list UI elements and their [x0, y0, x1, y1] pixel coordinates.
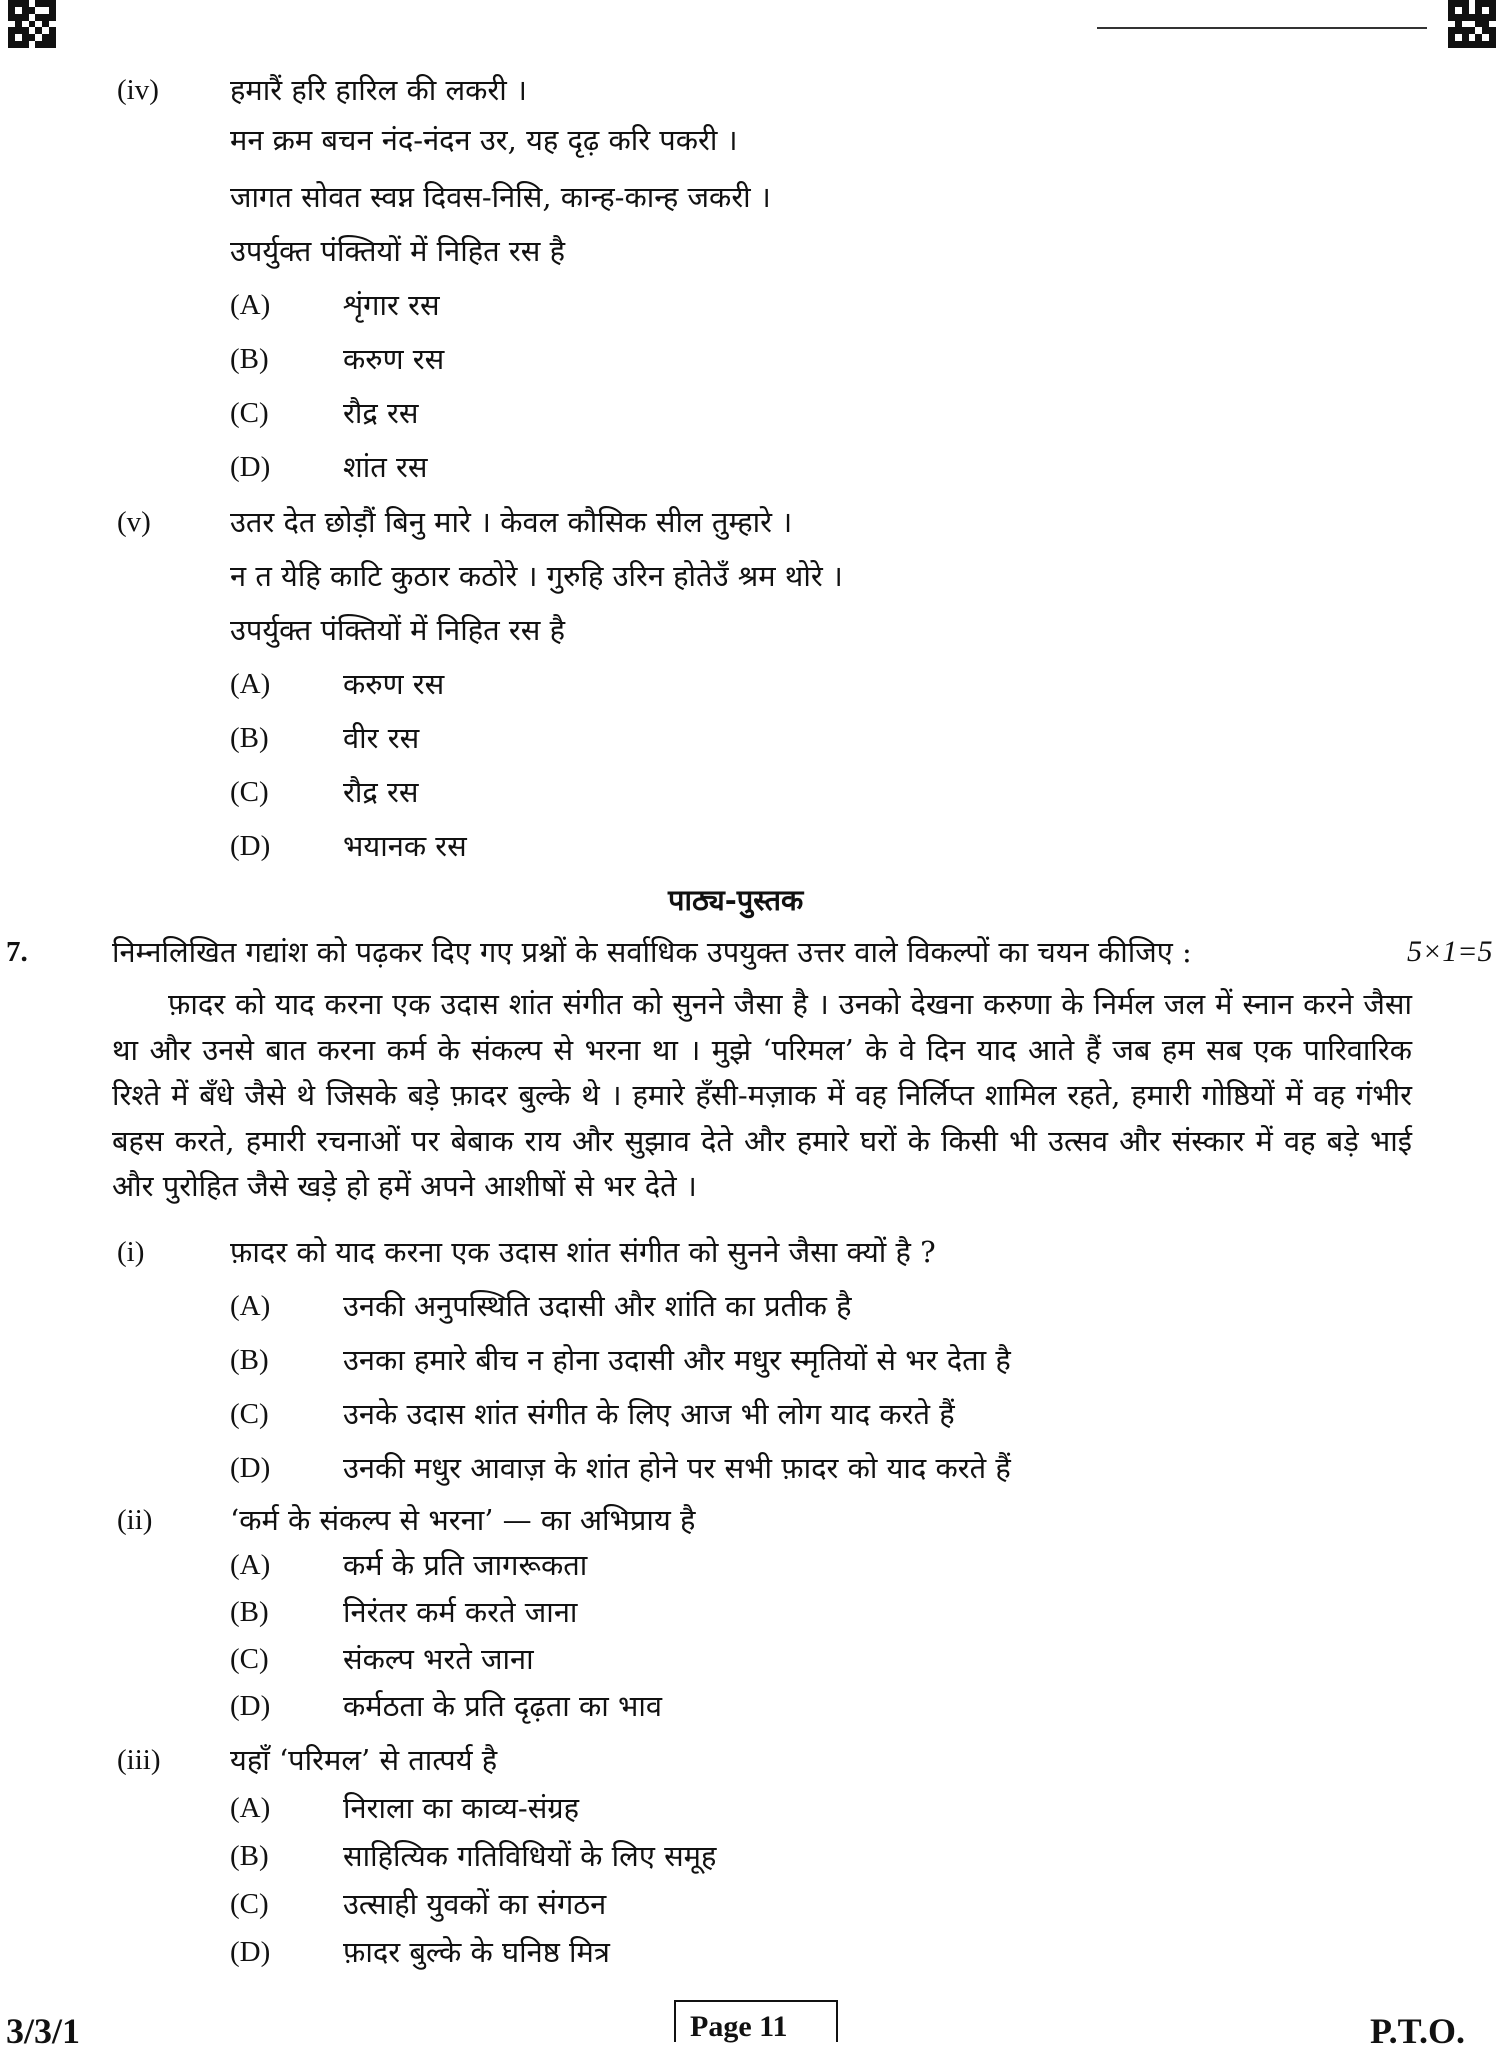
option-text[interactable]: संकल्प भरते जाना: [343, 1642, 534, 1676]
option-label: (A): [230, 289, 271, 321]
option-text[interactable]: निरंतर कर्म करते जाना: [343, 1595, 578, 1629]
question-number: (i): [117, 1236, 145, 1268]
option-text[interactable]: वीर रस: [343, 721, 420, 755]
question-stem: उपर्युक्त पंक्तियों में निहित रस है: [230, 613, 565, 647]
option-label: (B): [230, 722, 269, 754]
option-text[interactable]: उनका हमारे बीच न होना उदासी और मधुर स्मृतियों से भर देता है: [343, 1343, 1011, 1377]
passage-text: फ़ादर को याद करना एक उदास शांत संगीत को सुनने जैसा है । उनको देखना करुणा के निर्मल जल में स्नान करने जैसा था और उनसे बात करना कर्म के संकल्प से भरना था । मुझे ‘परिमल’ के वे दिन याद आते हैं जब हम सब एक पारिवारिक रिश्ते में बँधे जैसे थे जिसके बड़े फ़ादर बुल्के थे । हमारे हँसी-मज़ाक में वह निर्लिप्त शामिल रहते, हमारी गोष्ठियों में वह गंभीर बहस करते, हमारी रचनाओं पर बेबाक राय और सुझाव देते और हमारे घरों के किसी भी उत्सव और संस्कार में वह बड़े भाई और पुरोहित जैसे खड़े हो हमें अपने आशीषों से भर देते ।: [112, 987, 1412, 1203]
option-text[interactable]: साहित्यिक गतिविधियों के लिए समूह: [343, 1839, 717, 1873]
option-text[interactable]: रौद्र रस: [343, 396, 419, 430]
pto-label: P.T.O.: [1370, 2011, 1466, 2051]
question-number: 7.: [6, 936, 28, 968]
verse-line: मन क्रम बचन नंद-नंदन उर, यह दृढ़ करि पकरी ।: [230, 123, 738, 157]
option-label: (C): [230, 776, 269, 808]
option-label: (B): [230, 1596, 269, 1628]
option-text[interactable]: शृंगार रस: [343, 288, 440, 322]
question-stem: उपर्युक्त पंक्तियों में निहित रस है: [230, 234, 565, 268]
option-text[interactable]: कर्मठता के प्रति दृढ़ता का भाव: [343, 1689, 662, 1723]
option-label: (A): [230, 1792, 271, 1824]
option-label: (A): [230, 1549, 271, 1581]
question-number: (iv): [117, 74, 159, 106]
marks-allocation: 5×1=5: [1407, 935, 1493, 968]
paper-code: 3/3/1: [6, 2011, 81, 2051]
question-number: (iii): [117, 1744, 161, 1776]
verse-line: उतर देत छोड़ौं बिनु मारे । केवल कौसिक सील तुम्हारे ।: [230, 505, 793, 539]
option-text[interactable]: भयानक रस: [343, 829, 467, 863]
option-label: (B): [230, 1840, 269, 1872]
option-text[interactable]: उनके उदास शांत संगीत के लिए आज भी लोग याद करते हैं: [343, 1397, 955, 1431]
header-rule: [1097, 27, 1427, 29]
question-number: (ii): [117, 1504, 153, 1536]
option-label: (D): [230, 1690, 271, 1722]
option-text[interactable]: कर्म के प्रति जागरूकता: [343, 1548, 588, 1582]
option-label: (A): [230, 668, 271, 700]
option-label: (C): [230, 1398, 269, 1430]
page-number: Page 11: [690, 2010, 788, 2043]
option-text[interactable]: उनकी मधुर आवाज़ के शांत होने पर सभी फ़ादर को याद करते हैं: [343, 1451, 1011, 1485]
qr-code-icon: [1448, 0, 1496, 48]
option-label: (D): [230, 830, 271, 862]
question-stem: यहाँ ‘परिमल’ से तात्पर्य है: [230, 1743, 498, 1777]
option-text[interactable]: उत्साही युवकों का संगठन: [343, 1887, 607, 1921]
option-label: (C): [230, 1888, 269, 1920]
question-stem: ‘कर्म के संकल्प से भरना’ — का अभिप्राय है: [230, 1503, 696, 1537]
verse-line: न त येहि काटि कुठार कठोरे । गुरुहि उरिन होतेउँ श्रम थोरे ।: [230, 559, 843, 593]
question-instruction: निम्नलिखित गद्यांश को पढ़कर दिए गए प्रश्नों के सर्वाधिक उपयुक्त उत्तर वाले विकल्पों का चयन कीजिए :: [112, 935, 1192, 969]
option-text[interactable]: करुण रस: [343, 342, 445, 376]
qr-code-icon: [8, 0, 56, 48]
option-label: (D): [230, 1452, 271, 1484]
page-number-box: [674, 2000, 838, 2042]
option-text[interactable]: करुण रस: [343, 667, 445, 701]
option-label: (B): [230, 343, 269, 375]
verse-line: हमारैं हरि हारिल की लकरी ।: [230, 73, 527, 107]
option-label: (A): [230, 1290, 271, 1322]
option-text[interactable]: शांत रस: [343, 450, 428, 484]
question-number: (v): [117, 506, 151, 538]
option-label: (D): [230, 1936, 271, 1968]
option-text[interactable]: उनकी अनुपस्थिति उदासी और शांति का प्रतीक है: [343, 1289, 852, 1323]
question-stem: फ़ादर को याद करना एक उदास शांत संगीत को सुनने जैसा क्यों है ?: [230, 1235, 936, 1269]
option-text[interactable]: निराला का काव्य-संग्रह: [343, 1791, 580, 1825]
option-text[interactable]: फ़ादर बुल्के के घनिष्ठ मित्र: [343, 1935, 610, 1969]
option-label: (C): [230, 397, 269, 429]
passage: [112, 982, 1412, 1210]
option-text[interactable]: रौद्र रस: [343, 775, 419, 809]
section-heading: पाठ्य-पुस्तक: [668, 883, 804, 917]
option-label: (D): [230, 451, 271, 483]
verse-line: जागत सोवत स्वप्न दिवस-निसि, कान्ह-कान्ह जकरी ।: [230, 180, 771, 214]
option-label: (C): [230, 1643, 269, 1675]
option-label: (B): [230, 1344, 269, 1376]
